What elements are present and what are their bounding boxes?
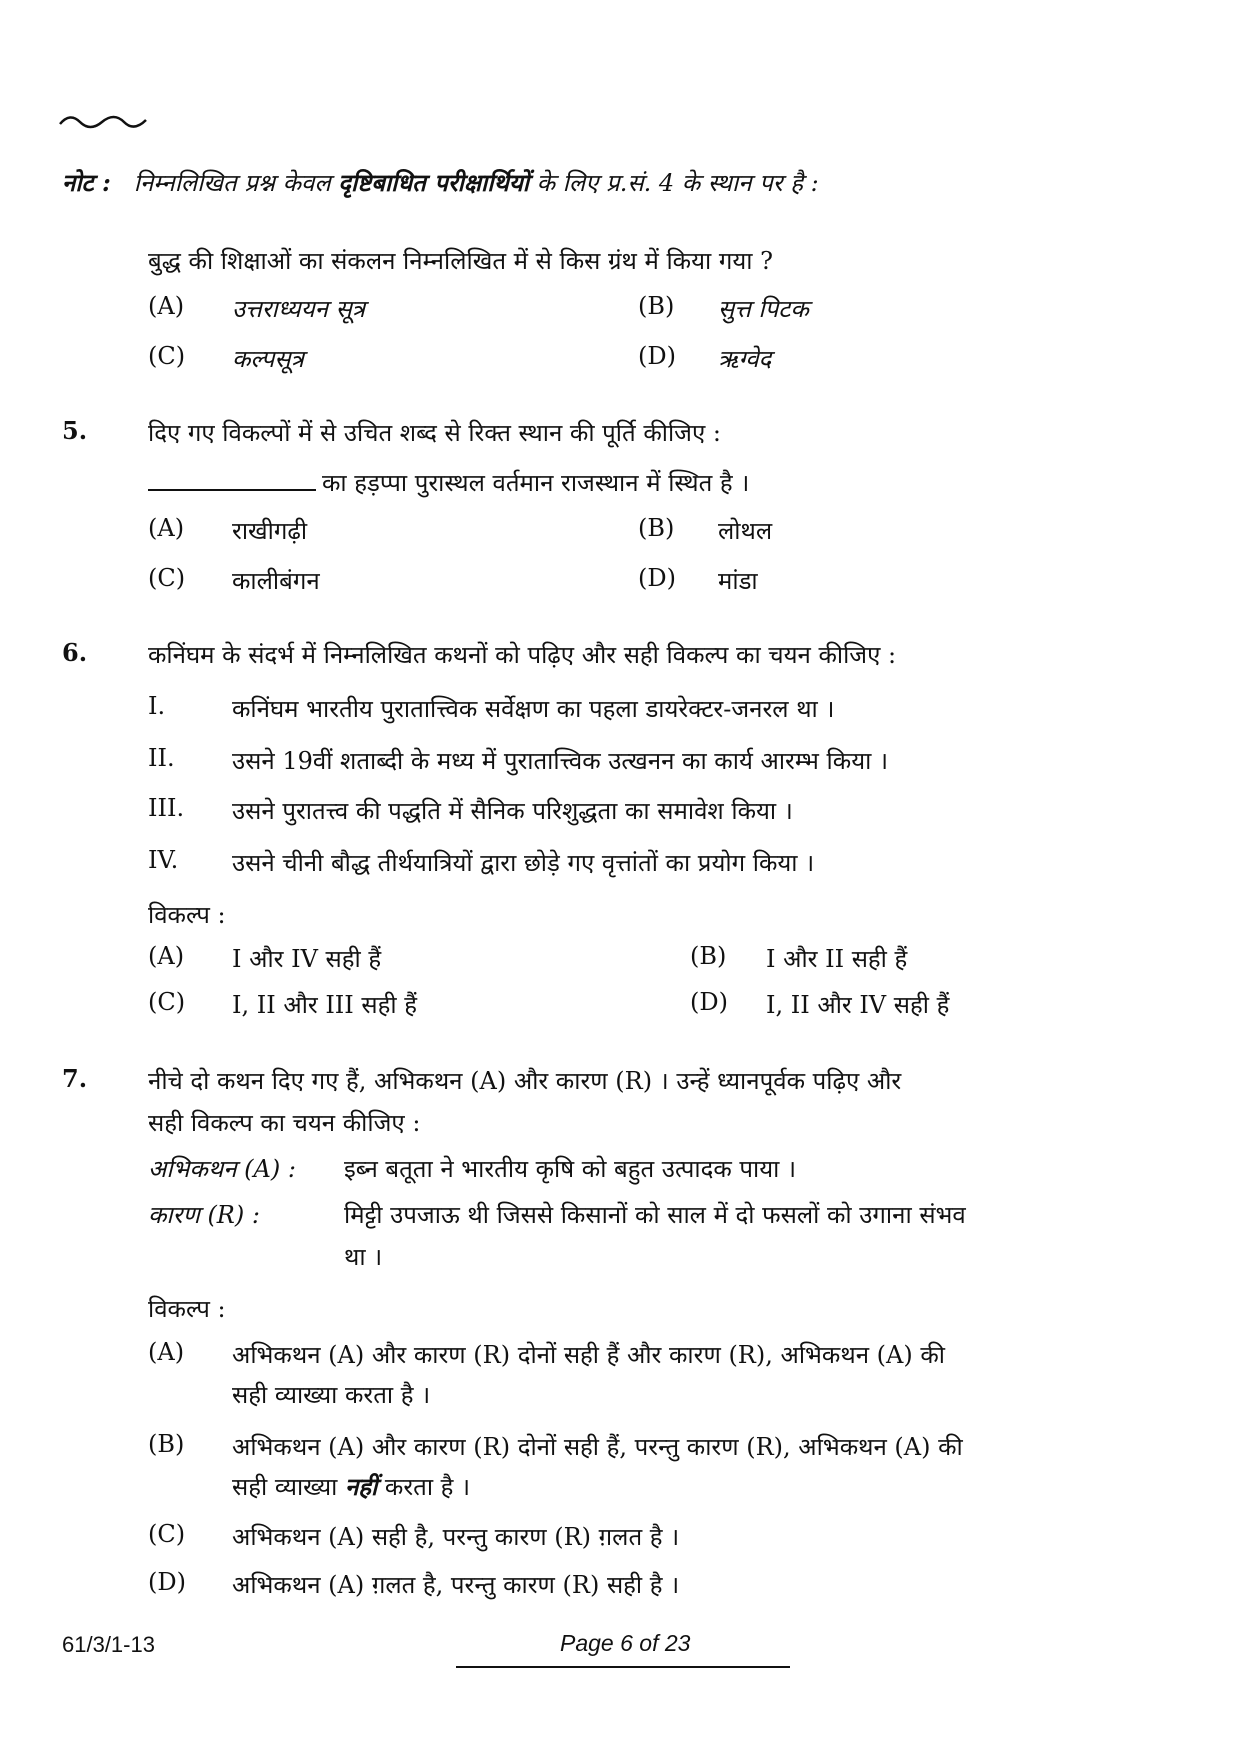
q7-option-b-line2-after: करता है । (384, 1473, 471, 1501)
q6-option-b-label: (B) (690, 942, 727, 970)
q7-assertion-label: अभिकथन (A) : (148, 1155, 296, 1183)
q7-question-line1: नीचे दो कथन दिए गए हैं, अभिकथन (A) और कारण (R) । उन्हें ध्यानपूर्वक पढ़िए और (148, 1067, 902, 1095)
page-number: Page 6 of 23 (560, 1630, 691, 1656)
q5-number: 5. (62, 416, 88, 445)
q4-option-a-text: उत्तराध्ययन सूत्र (232, 295, 366, 323)
footer-divider (456, 1666, 790, 1668)
q6-option-b-text: I और II सही हैं (766, 945, 908, 973)
q7-option-b-line2-before: सही व्याख्या (232, 1473, 338, 1501)
q4-option-c-text: कल्पसूत्र (232, 345, 304, 373)
q6-option-a-text: I और IV सही हैं (232, 945, 382, 973)
q5-statement-line (148, 466, 749, 499)
fill-in-blank (148, 487, 316, 491)
q7-assertion-text: इब्न बतूता ने भारतीय कृषि को बहुत उत्पादक पाया । (344, 1155, 797, 1183)
q4-option-b-text: सुत्त पिटक (718, 295, 809, 323)
q5-option-c-text: कालीबंगन (232, 567, 320, 595)
q5-option-c-label: (C) (148, 564, 186, 592)
q6-statement-4-label: IV. (148, 846, 179, 874)
q5-option-a-label: (A) (148, 514, 185, 542)
q6-statement-2-text: उसने 19वीं शताब्दी के मध्य में पुरातात्त्विक उत्खनन का कार्य आरम्भ किया । (232, 747, 889, 775)
q6-option-d-text: I, II और IV सही हैं (766, 991, 950, 1019)
q4-option-d-text: ऋग्वेद (718, 345, 772, 373)
q6-statement-1-label: I. (148, 692, 166, 720)
q7-option-a-label: (A) (148, 1338, 185, 1366)
q5-question: दिए गए विकल्पों में से उचित शब्द से रिक्त स्थान की पूर्ति कीजिए : (148, 419, 721, 447)
q7-option-a-line1: अभिकथन (A) और कारण (R) दोनों सही हैं और कारण (R), अभिकथन (A) की (232, 1341, 945, 1369)
q6-option-a-label: (A) (148, 942, 185, 970)
q4-option-c-label: (C) (148, 342, 186, 370)
q7-options-label: विकल्प : (148, 1295, 226, 1323)
q6-option-d-label: (D) (690, 988, 728, 1016)
q7-reason-line1: मिट्टी उपजाऊ थी जिससे किसानों को साल में दो फसलों को उगाना संभव (344, 1201, 966, 1229)
q6-question: कनिंघम के संदर्भ में निम्नलिखित कथनों को पढ़िए और सही विकल्प का चयन कीजिए : (148, 641, 897, 669)
tilde-mark-icon (58, 110, 148, 132)
q5-option-b-text: लोथल (718, 517, 773, 545)
note-line (62, 166, 819, 199)
q7-option-b-line1: अभिकथन (A) और कारण (R) दोनों सही हैं, परन्तु कारण (R), अभिकथन (A) की (232, 1433, 963, 1461)
q7-option-c-line1: अभिकथन (A) सही है, परन्तु कारण (R) ग़लत है । (232, 1523, 680, 1551)
q4-question: बुद्ध की शिक्षाओं का संकलन निम्नलिखित में से किस ग्रंथ में किया गया ? (148, 247, 774, 275)
q7-option-a-line2: सही व्याख्या करता है । (232, 1381, 431, 1409)
q6-option-c-text: I, II और III सही हैं (232, 991, 417, 1019)
q5-option-a-text: राखीगढ़ी (232, 517, 308, 545)
q4-option-d-label: (D) (638, 342, 676, 370)
q7-option-b-label: (B) (148, 1430, 185, 1458)
q6-statement-2-label: II. (148, 744, 175, 772)
q7-option-d-line1: अभिकथन (A) ग़लत है, परन्तु कारण (R) सही है । (232, 1571, 680, 1599)
q7-question-line2: सही विकल्प का चयन कीजिए : (148, 1109, 421, 1137)
q5-option-b-label: (B) (638, 514, 675, 542)
q7-reason-label: कारण (R) : (148, 1201, 260, 1229)
q7-option-c-label: (C) (148, 1520, 186, 1548)
q7-option-b-emphasis: नहीं (344, 1472, 378, 1501)
note-label: नोट : (62, 168, 111, 197)
paper-code: 61/3/1-13 (62, 1632, 155, 1657)
q7-option-d-label: (D) (148, 1568, 186, 1596)
q6-option-c-label: (C) (148, 988, 186, 1016)
q4-option-a-label: (A) (148, 292, 185, 320)
note-text-after: के लिए प्र.सं. 4 के स्थान पर है : (536, 169, 819, 197)
q5-statement: का हड़प्पा पुरास्थल वर्तमान राजस्थान में स्थित है । (322, 469, 750, 497)
q6-statement-3-text: उसने पुरातत्त्व की पद्धति में सैनिक परिशुद्धता का समावेश किया । (232, 797, 793, 825)
q7-reason-line2: था । (344, 1243, 383, 1271)
q6-statement-3-label: III. (148, 794, 185, 822)
q5-option-d-text: मांडा (718, 567, 758, 595)
q5-option-d-label: (D) (638, 564, 676, 592)
q6-number: 6. (62, 638, 88, 667)
q6-options-label: विकल्प : (148, 901, 226, 929)
q7-option-b-line2 (232, 1470, 470, 1503)
q6-statement-1-text: कनिंघम भारतीय पुरातात्त्विक सर्वेक्षण का पहला डायरेक्टर-जनरल था । (232, 695, 835, 723)
q7-number: 7. (62, 1064, 88, 1093)
note-bold-text: दृष्टिबाधित परीक्षार्थियों (338, 168, 529, 197)
q6-statement-4-text: उसने चीनी बौद्ध तीर्थयात्रियों द्वारा छोड़े गए वृत्तांतों का प्रयोग किया । (232, 849, 815, 877)
note-text-before: निम्नलिखित प्रश्न केवल (133, 169, 331, 197)
q4-option-b-label: (B) (638, 292, 675, 320)
